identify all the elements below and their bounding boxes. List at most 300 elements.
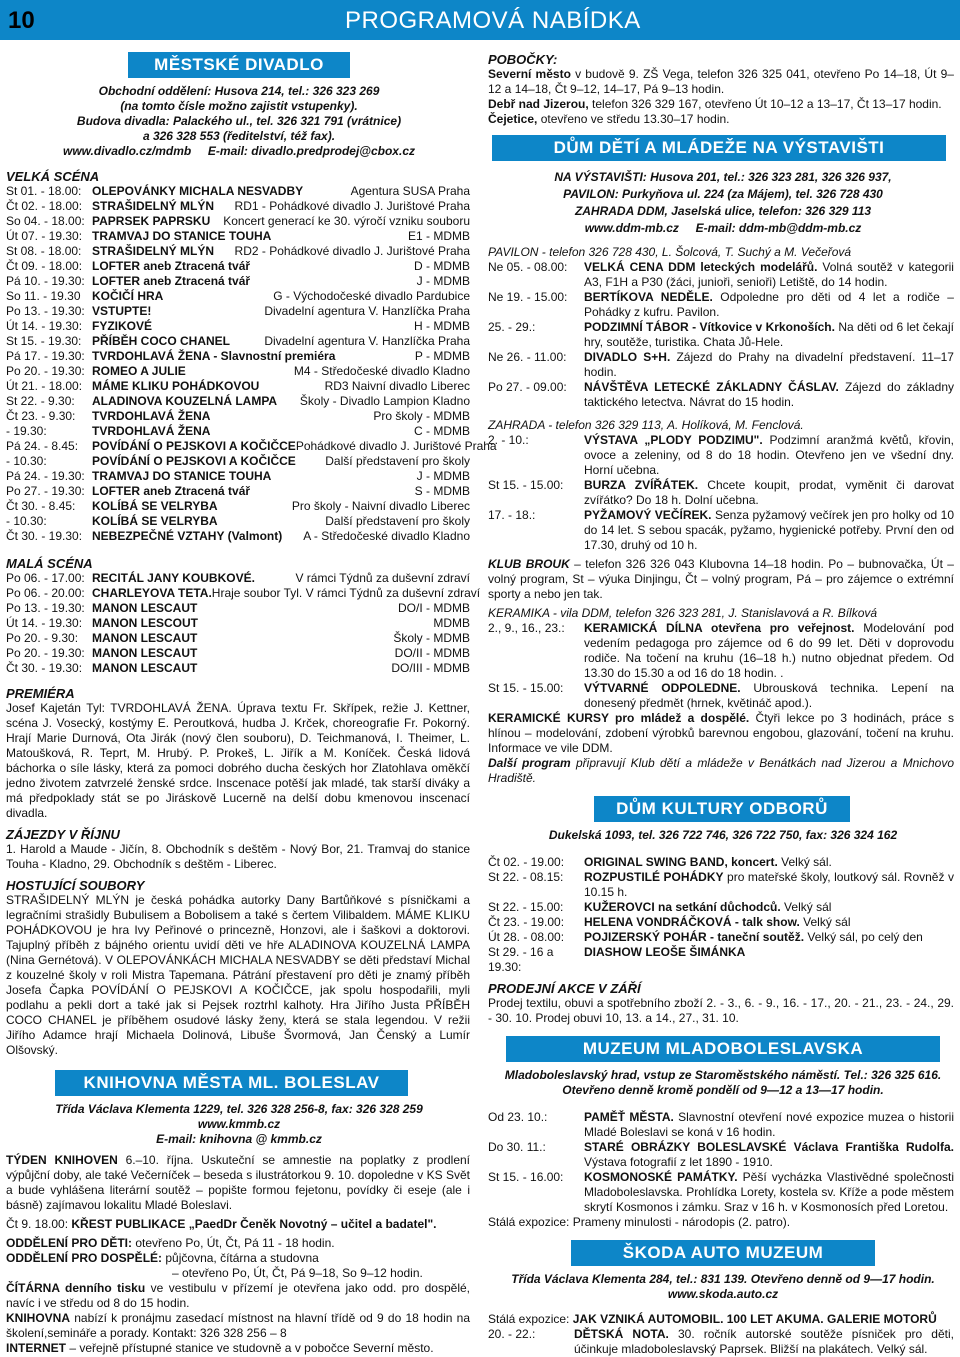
velka-event-venue: Pohádkové divadlo J. Jurištové Praha <box>295 439 497 453</box>
mala-event-date: Po 20. - 9.30: <box>6 631 79 645</box>
zahrada-event-date: 17. - 18.: <box>488 508 536 522</box>
zahrada-event-title: BURZA ZVÍŘÁTEK. <box>584 478 699 492</box>
velka-event-row <box>6 274 470 289</box>
zahrada-event-title: PYŽAMOVÝ VEČÍREK. <box>584 508 712 522</box>
mala-event-row <box>6 601 470 616</box>
zajezdy-text: 1. Harold a Maude - Jičín, 8. Obchodník s deštěm - Nový Bor, 21. Tramvaj do stanice Touha - Kladno, 29. Obchodník s deštěm - Liberec. <box>6 842 470 871</box>
velka-event-date: St 15. - 19.30: <box>6 334 82 348</box>
dko-address: Dukelská 1093, tel. 326 722 746, 326 722 750, fax: 326 324 162 <box>548 828 898 842</box>
velka-event-venue: C - MDMB <box>414 424 470 438</box>
library-adult-lead: ODDĚLENÍ PRO DOSPĚLÉ: <box>6 1251 163 1265</box>
pavilon-event-row <box>488 290 954 320</box>
dko-event-text: Velký sál <box>803 915 851 929</box>
library-children-lead: ODDĚLENÍ PRO DĚTI: <box>6 1236 133 1250</box>
velka-event-venue: Pro školy - MDMB <box>373 409 470 423</box>
dko-title: DŮM KULTURY ODBORŮ <box>594 796 850 822</box>
right-column <box>486 52 960 1356</box>
muzeum-info-line: Mladoboleslavský hrad, vstup ze Staroměstského náměstí. Tel.: 326 325 616. <box>504 1068 942 1082</box>
velka-event-title: PAPRSEK PAPRSKU <box>92 214 211 228</box>
skoda-address: Třída Václava Klementa 284, tel.: 831 139. Otevřeno denně od 9—17 hodin. <box>511 1272 935 1286</box>
pavilon-event-title: BERTÍKOVA NEDĚLE. <box>584 290 713 304</box>
velka-event-title: STRAŠIDELNÝ MLÝN <box>92 244 215 258</box>
velka-event-venue: RD1 - Pohádkové divadlo J. Jurištové Praha <box>234 199 470 213</box>
mala-event-title: MANON LESCAUT <box>92 646 198 660</box>
keramika-event-text: Ubrousková technika. Lepení na donesený předmět (hrnek, květináč apod.). <box>584 681 954 710</box>
velka-event-row <box>6 319 470 334</box>
velka-event-row <box>6 364 470 379</box>
pavilon-event-body <box>584 320 954 350</box>
muzeum-event-date: St 15. - 16.00: <box>488 1170 564 1184</box>
dko-event-body <box>584 945 954 975</box>
pavilon-event-date: Po 27. - 09.00: <box>488 380 567 394</box>
mala-event-venue: DO/I - MDMB <box>398 601 470 615</box>
pavilon-event-title: DIVADLO S+H. <box>584 350 671 364</box>
velka-event-title: STRAŠIDELNÝ MLÝN <box>92 199 215 213</box>
ddm-info-line: PAVILON: Purkyňova ul. 224 (za Májem), tel. 326 728 430 <box>563 187 883 201</box>
library-email-link[interactable]: E-mail: knihovna @ kmmb.cz <box>156 1132 322 1146</box>
muzeum-event-body <box>584 1110 954 1140</box>
velka-event-venue: H - MDMB <box>414 319 470 333</box>
muzeum-event-date: Od 23. 10.: <box>488 1110 548 1124</box>
library-rent-row <box>6 1311 470 1341</box>
zahrada-event-text: Chcete koupit, prodat, vyměnit či darovat zvířátko? Do 18 h. Dolní učebna. <box>584 478 954 507</box>
muzeum-event-row <box>488 1140 954 1170</box>
mala-event-date: Út 14. - 19.30: <box>6 616 83 630</box>
velka-event-venue: D - MDMB <box>414 259 470 273</box>
dko-program <box>488 855 954 975</box>
library-week-paragraph <box>6 1153 470 1213</box>
pavilon-event-body <box>584 380 954 410</box>
dko-event-text: Velký sál, po celý den <box>807 930 923 944</box>
dko-event-date: St 22. - 08.15: <box>488 870 564 884</box>
velka-event-date: Út 07. - 19.30: <box>6 229 83 243</box>
muzeum-event-text: Pěší vycházka Vlastivědné společnosti Mladoboleslavska. Prohlídka Lorety, kostela sv. Kříže a pode městem skrytí Kosmonos i zámku. Sraz v 16 h. v Kosmonosích před Loretou. <box>584 1170 954 1214</box>
ddm-email-link[interactable]: E-mail: ddm-mb@ddm-mb.cz <box>695 221 862 235</box>
zahrada-event-title: VÝSTAVA „PLODY PODZIMU". <box>584 433 763 447</box>
dko-event-title: KUŽEROVCI na setkání důchodců. <box>584 900 781 914</box>
mala-event-row <box>6 616 470 631</box>
mala-event-venue: V rámci Týdnů za duševní zdraví <box>295 571 470 585</box>
velka-event-title: ROMEO A JULIE <box>92 364 186 378</box>
velka-event-title: LOFTER aneb Ztracená tvář <box>92 259 251 273</box>
velka-event-venue: E1 - MDMB <box>407 229 470 243</box>
library-adult-row <box>6 1251 470 1266</box>
velka-event-date: So 04. - 18.00: <box>6 214 85 228</box>
premiera-text: Josef Kajetán Tyl: TVRDOHLAVÁ ŽENA. Úprava textu Fr. Skřípek, režie J. Kettner, scéna J. Vosecký, kostýmy E. Peroutková, hudba J. Krček, choreografie Fr. Pokorný. Hrají Marie Durnová, Ota Jirák (nový člen souboru), D. Teichmanová, I. Theimer, L. Matoušková, R. Teprt, M. Hrubý. P. Prokeš, L. Jiřík a M. Koníček. Česká lidová báchorka o síle lásky, která za pomoci dobrého ducha českých hor Zlatohlava oměkčí jedno životem zatvrzelé ženské srdce. Inscenace potěší jak mladé, tak starší diváky a má předpoklady stát se po Jiráskově Lucerně na delší dobu kmenovou inscenací divadla. <box>6 701 470 820</box>
theatre-email-link[interactable]: E-mail: divadlo.predprodej@cbox.cz <box>207 144 415 158</box>
mala-event-title: MANON LESCAUT <box>92 661 198 675</box>
dko-event-row <box>488 930 954 945</box>
velka-event-row <box>6 304 470 319</box>
velka-event-title: FYZIKOVÉ <box>92 319 153 333</box>
zahrada-event-date: 2. - 10.: <box>488 433 529 447</box>
muzeum-event-row <box>488 1110 954 1140</box>
library-reading-lead: ČÍTÁRNA denního tisku <box>6 1281 146 1295</box>
velka-event-row <box>6 394 470 409</box>
hostujici-text: STRAŠIDELNÝ MLÝN je česká pohádka autorky Dany Bartůňkové s písničkami a legračními strašidly Bubulisem a Bobolisem a také s čertem Vilibaldem. MÁME KLIKU POHÁDKOVOU je hra Ivy Peřinové o princezně, Honzovi, ale i šaškovi a doktorovi. Tajuplný příběh z bájného orientu uvidí děti ve hře ALADINOVA KOUZELNÁ LAMPA (Nina Gernétová). V OLEPOVÁNKÁCH MICHALA NESVADBY se děti představí Michal z kouzelné školy v roli Mistra Tapemana. Pátrání přestavení pro děti je znamý příběh Josefa Čapka POVÍDÁNÍ O PEJSKOVI A KOČIČCE, jak spolu hospodařili, myli podlahu a pekli dort a také jak si Pejsek roztrhl kalhoty. Hra Jiřího Justa PŘÍBĚH COCO CHANEL je příběhem osudové lásky ženy, která se stala legendou. V režii Jiřího Adamce hrají Michaela Dolinová, Libuše Švormová, Jan Čenský a Lumír Olšovský. <box>6 893 470 1057</box>
velka-event-date: Út 14. - 19.30: <box>6 319 83 333</box>
library-reading-row <box>6 1281 470 1311</box>
velka-event-title: KOČIČÍ HRA <box>92 289 164 303</box>
mala-event-venue: DO/II - MDMB <box>394 646 470 660</box>
pavilon-event-row <box>488 320 954 350</box>
mala-event-date: Po 06. - 20.00: <box>6 586 85 600</box>
velka-event-date: Pá 10. - 19.30: <box>6 274 85 288</box>
library-event-date: Čt 9. 18.00: <box>6 1217 69 1231</box>
skoda-web-link[interactable]: www.skoda.auto.cz <box>667 1287 779 1301</box>
velka-event-title: TVRDOHLAVÁ ŽENA - Slavnostní premiéra <box>92 349 336 363</box>
pobocka-item <box>488 112 954 127</box>
skoda-expo-row <box>488 1312 954 1327</box>
velka-event-date: St 01. - 18.00: <box>6 184 82 198</box>
velka-event-date: Čt 30. - 19.30: <box>6 529 83 543</box>
velka-event-venue: Další představení pro školy <box>325 454 470 468</box>
dko-event-title: HELENA VONDRÁČKOVÁ - talk show. <box>584 915 800 929</box>
prodej-text: Prodej textilu, obuvi a spotřebního zboží 2. - 3., 6. - 9., 16. - 17., 20. - 21., 23. - 24., 29. - 30. 10. Prodej obuvi 10, 13. a 14., 27., 31. 10. <box>488 996 954 1025</box>
theatre-info-line: Obchodní oddělení: Husova 214, tel.: 326 323 269 <box>98 84 380 98</box>
pobocka-text: otevřeno ve středu 13.30–17 hodin. <box>540 112 730 126</box>
velka-event-row <box>6 334 470 349</box>
mala-event-date: Čt 30. - 19.30: <box>6 661 83 675</box>
keramika-event-text: Modelování pod vedením pedagoga pro zájemce od 6 do 99 let. Děti v doprovodu rodiče. Na točení na kruhu (16–18 h.) nutno objednat předem. Od 13.30 do 15.30 a od 16 do 18 hodin. . <box>584 621 954 680</box>
mala-event-title: MANON LESCAUT <box>92 631 198 645</box>
velka-event-row <box>6 289 470 304</box>
ddm-info <box>486 169 960 237</box>
muzeum-event-text: Slavnostní otevření nové expozice muzea o historii Mladé Boleslavi se koná v 16 hodin. <box>584 1110 954 1139</box>
zahrada-event-text: Senza pyžamový večírek jen pro holky od 10 do 14 let. S sebou spacák, pyžamo, hygienické potřeby. První den od 17.30, druhý od 10 h. <box>584 508 954 552</box>
velka-event-row <box>6 349 470 364</box>
keramika-event-title: KERAMICKÁ DÍLNA otevřena pro veřejnost. <box>584 621 855 635</box>
muzeum-program <box>488 1110 954 1215</box>
dko-event-row <box>488 945 954 975</box>
velka-event-title: VSTUPTE! <box>92 304 152 318</box>
mala-event-title: CHARLEYOVA TETA. <box>92 586 212 600</box>
velka-event-row <box>6 454 470 469</box>
dalsi-program-text: připravují Klub dětí a mládeže v Benátkách nad Jizerou a Mnichovo Hradiště. <box>488 756 954 785</box>
velka-event-title: ALADINOVA KOUZELNÁ LAMPA <box>92 394 278 408</box>
velka-event-venue: J - MDMB <box>416 469 470 483</box>
library-event-row <box>6 1217 470 1232</box>
velka-event-title: POVÍDÁNÍ O PEJSKOVI A KOČIČCE <box>92 454 296 468</box>
velka-event-venue: A - Středočeské divadlo Kladno <box>303 529 470 543</box>
keramika-event-title: VÝTVARNÉ ODPOLEDNE. <box>584 681 741 695</box>
mala-event-venue: DO/III - MDMB <box>391 661 470 675</box>
velka-event-date: Pá 17. - 19.30: <box>6 349 85 363</box>
velka-event-row <box>6 484 470 499</box>
library-web-link[interactable]: www.kmmb.cz <box>197 1117 281 1131</box>
velka-event-title: TVRDOHLAVÁ ŽENA <box>92 409 211 423</box>
velka-event-venue: M4 - Středočeské divadlo Kladno <box>293 364 470 378</box>
pavilon-event-text: Odpoledne pro děti od 4 let a rodiče – Pohádky z kufru. Pavilon. <box>584 290 954 319</box>
klub-brouk-row <box>488 557 954 602</box>
pobocka-name: Debř nad Jizerou, <box>488 97 589 111</box>
mala-event-date: Po 13. - 19.30: <box>6 601 85 615</box>
velka-event-date: Čt 23. - 9.30: <box>6 409 76 423</box>
dko-event-row <box>488 870 954 900</box>
velka-event-date: Pá 24. - 19.30: <box>6 469 85 483</box>
velka-event-row <box>6 184 470 199</box>
zahrada-event-date: St 15. - 15.00: <box>488 478 564 492</box>
library-adult-hours: – otevřeno Po, Út, Čt, Pá 9–18, So 9–12 hodin. <box>172 1266 423 1280</box>
dko-event-date: Út 28. - 08.00: <box>488 930 565 944</box>
dko-event-body <box>584 900 954 915</box>
pobocka-name: Čejetice, <box>488 112 538 126</box>
mala-event-row <box>6 661 470 676</box>
pobocka-item <box>488 97 954 112</box>
muzeum-event-text: Výstava fotografií z let 1890 - 1910. <box>584 1155 773 1169</box>
velka-event-date: Čt 09. - 18.00: <box>6 259 83 273</box>
velka-scena-heading: VELKÁ SCÉNA <box>6 169 100 184</box>
velka-scena-program <box>6 184 497 544</box>
muzeum-event-body <box>584 1170 954 1215</box>
pavilon-event-title: NÁVŠTĚVA LETECKÉ ZÁKLADNY ČÁSLAV. <box>584 380 839 394</box>
pavilon-event-text: Zájezd do Prahy na divadelní představení. 11–17 hodin. <box>584 350 954 379</box>
ddm-info-line: ZAHRADA DDM, Jaselská ulice, telefon: 326 329 113 <box>574 204 872 218</box>
theatre-web-link[interactable]: www.divadlo.cz/mdmb <box>63 144 192 158</box>
muzeum-stala-expozice: Stálá expozice: Prameny minulosti - národopis (2. patro). <box>488 1215 791 1229</box>
velka-event-title: LOFTER aneb Ztracená tvář <box>92 484 251 498</box>
skoda-title: ŠKODA AUTO MUZEUM <box>571 1240 875 1266</box>
pavilon-event-text: Na děti od 6 let čekají hry, soutěže, turistika. Chata Jů-Hele. <box>584 320 954 349</box>
pavilon-event-row <box>488 350 954 380</box>
velka-event-venue: Divadelní agentura V. Hanzlíčka Praha <box>264 304 470 318</box>
dko-event-title: ROZPUSTILÉ POHÁDKY <box>584 870 724 884</box>
keramika-event-date: St 15. - 15.00: <box>488 681 564 695</box>
velka-event-title: TRAMVAJ DO STANICE TOUHA <box>92 229 272 243</box>
pavilon-event-row <box>488 380 954 410</box>
muzeum-event-date: Do 30. 11.: <box>488 1140 546 1154</box>
pavilon-event-text: Zájezd do základny taktického letectva. Návrat do 15 hodin. <box>584 380 954 409</box>
keramika-event-row <box>488 621 954 681</box>
velka-event-venue: Pro školy - Naivní divadlo Liberec <box>291 499 470 513</box>
muzeum-event-title: KOSMONOSKÉ PAMÁTKY. <box>584 1170 738 1184</box>
ddm-title: DŮM DĚTÍ A MLÁDEŽE NA VÝSTAVIŠTI <box>492 135 946 161</box>
zahrada-event-row <box>488 478 954 508</box>
skoda-event-text: 30. ročník autorské soutěže písniček pro děti, účinkuje mladoboleslavský Paprsek. Bližší na plakátech. Velký sál. <box>574 1327 954 1356</box>
page-number: 10 <box>8 7 53 35</box>
pavilon-event-text: Volná soutěž v kategorii A3, F1H a P30 (žáci, junioři, senioři) Letiště, do 14 hodin. <box>584 260 954 289</box>
mala-event-venue: Školy - MDMB <box>393 631 470 645</box>
page-header <box>0 0 960 40</box>
dko-event-date: Čt 02. - 19.00: <box>488 855 565 869</box>
library-children-text: otevřeno Po, Út, Čt, Pá 11 - 18 hodin. <box>135 1236 335 1250</box>
velka-event-date: - 10.30: <box>6 514 47 528</box>
velka-event-title: KOLÍBÁ SE VELRYBA <box>92 499 218 513</box>
pavilon-event-date: Ne 26. - 11.00: <box>488 350 567 364</box>
library-internet-text: – veřejně přístupné stanice ve studovně a v pobočce Severní město. <box>69 1341 434 1355</box>
dko-event-title: POJIZERSKÝ POHÁR - taneční soutěž. <box>584 930 805 944</box>
dko-event-row <box>488 900 954 915</box>
zahrada-event-body <box>584 508 954 553</box>
page-title: PROGRAMOVÁ NABÍDKA <box>345 7 641 34</box>
dko-event-row <box>488 915 954 930</box>
library-reading-text: ve vestibulu v přízemí je otevřena jako odd. pro dospělé, navíc i ve středu od 8 do 15 hodin. <box>6 1281 470 1310</box>
velka-event-date: Čt 30. - 8.45: <box>6 499 76 513</box>
velka-event-venue: RD3 Naivní divadlo Liberec <box>324 379 470 393</box>
mala-event-title: MANON LESCAUT <box>92 601 198 615</box>
zahrada-event-text: Podzimní aranžmá květů, křovin, ovoce a zeleniny, od 8 do 18 hodin. Otevřeno jen ve všední dny. Horní učebna. <box>584 433 955 477</box>
velka-event-venue: Školy - Divadlo Lampion Kladno <box>299 394 470 408</box>
dalsi-program-row <box>488 756 954 786</box>
velka-event-title: TVRDOHLAVÁ ŽENA <box>92 424 211 438</box>
pavilon-event-row <box>488 260 954 290</box>
mala-event-row <box>6 571 470 586</box>
velka-event-row <box>6 229 470 244</box>
velka-event-venue: G - Východočeské divadlo Pardubice <box>273 289 470 303</box>
klub-brouk-lead: KLUB BROUK <box>488 557 570 571</box>
dko-event-date: Čt 23. - 19.00: <box>488 915 565 929</box>
dko-event-row <box>488 855 954 870</box>
velka-event-date: St 08. - 18.00: <box>6 244 82 258</box>
library-week-text: 6.–10. října. Uskuteční se amnestie na poplatky z prodlení výpůjční doby, ale také Večerníček – beseda s ilustrátorkou 9. 10. dopoledne v KS Svět a bude vyhlášena literární soutěž – popište formou fejetonu, povídky či eseje (ale i básně) zajímavou lokalitu Mladé Boleslavi. <box>6 1153 470 1212</box>
pobocka-text: telefon 326 329 167, otevřeno Út 10–12 a 13–17, Čt 13–17 hodin. <box>592 97 942 111</box>
library-title: KNIHOVNA MĚSTA ML. BOLESLAV <box>55 1070 408 1096</box>
pobocka-name: Severní město <box>488 67 571 81</box>
mala-event-row <box>6 586 481 601</box>
mala-event-title: MANON LESCOUT <box>92 616 198 630</box>
muzeum-title: MUZEUM MLADOBOLESLAVSKA <box>506 1036 940 1062</box>
dko-event-body <box>584 915 954 930</box>
pobocka-text: v budově 9. ZŠ Vega, telefon 326 325 041, otevřeno Po 14–18, Út 9–12 a 14–18, Čt 9–12, 14–17, Pá 9–13 hodin. <box>488 67 954 96</box>
skoda-event-row <box>488 1327 954 1357</box>
zahrada-heading: ZAHRADA - telefon 326 329 113, A. Holíková, M. Fenclová. <box>488 418 804 432</box>
dko-event-body <box>584 855 954 870</box>
velka-event-row <box>6 244 470 259</box>
velka-event-row <box>6 499 470 514</box>
skoda-event-date: 20. - 22.: <box>488 1327 536 1341</box>
pavilon-event-body <box>584 350 954 380</box>
muzeum-event-body <box>584 1140 954 1170</box>
dko-event-title: DIASHOW LEOŠE ŠIMÁNKA <box>584 945 746 959</box>
zahrada-event-row <box>488 508 954 553</box>
velka-event-venue: J - MDMB <box>416 274 470 288</box>
library-internet-row <box>6 1341 470 1356</box>
mala-event-venue: MDMB <box>433 616 470 630</box>
velka-event-title: PŘÍBĚH COCO CHANEL <box>92 334 231 348</box>
velka-event-venue: Divadelní agentura V. Hanzlíčka Praha <box>264 334 470 348</box>
kurzy-row <box>488 711 954 756</box>
klub-brouk-text: – telefon 326 326 043 Klubovna 14–18 hodin. Po – bubnovačka, Út – volný program, St – výuka Dinjingu, Čt – volný program, Pá – pro zájemce o extrémní sporty a nebo jen tak. <box>488 557 954 601</box>
ddm-info-line: NA VÝSTAVIŠTI: Husova 201, tel.: 326 323 281, 326 326 937, <box>554 170 892 184</box>
library-adult-text: půjčovna, čítárna a studovna <box>165 1251 319 1265</box>
keramika-heading: KERAMIKA - vila DDM, telefon 326 323 281, J. Stanislavová a R. Bílková <box>488 606 878 620</box>
velka-event-title: LOFTER aneb Ztracená tvář <box>92 274 251 288</box>
dko-event-text: pro mateřské školy, loutkový sál. Rovněž v 10.15 h. <box>584 870 954 899</box>
pavilon-event-date: Ne 05. - 08.00: <box>488 260 568 274</box>
velka-event-venue: P - MDMB <box>414 349 470 363</box>
velka-event-venue: Další představení pro školy <box>325 514 470 528</box>
velka-event-date: So 11. - 19.30 <box>6 289 81 303</box>
kurzy-lead: KERAMICKÉ KURSY pro mládež a dospělé. <box>488 711 750 725</box>
keramika-event-body <box>584 621 954 681</box>
velka-event-date: Po 20. - 19.30: <box>6 364 85 378</box>
pobocky-heading: POBOČKY: <box>488 52 558 67</box>
velka-event-date: - 19.30: <box>6 424 47 438</box>
dko-event-title: ORIGINAL SWING BAND, koncert. <box>584 855 778 869</box>
pavilon-program <box>488 260 954 410</box>
dko-event-text: Velký sál. <box>781 855 832 869</box>
library-children-row <box>6 1236 470 1251</box>
velka-event-row <box>6 259 470 274</box>
dko-event-date: St 22. - 15.00: <box>488 900 564 914</box>
velka-event-title: MÁME KLIKU POHÁDKOVOU <box>92 379 260 393</box>
velka-event-date: Po 13. - 19.30: <box>6 304 85 318</box>
mala-scena-program <box>6 571 481 676</box>
premiera-heading: PREMIÉRA <box>6 686 75 701</box>
skoda-expo-text: JAK VZNIKÁ AUTOMOBIL. 100 LET AKUMA. GALERIE MOTORŮ <box>572 1312 937 1326</box>
zahrada-program <box>488 433 954 553</box>
ddm-web-link[interactable]: www.ddm-mb.cz <box>584 221 679 235</box>
velka-event-row <box>6 469 470 484</box>
theatre-info-line: Budova divadla: Palackého ul., tel. 326 321 791 (vrátnice) <box>76 114 402 128</box>
muzeum-info-line: Otevřeno denně kromě pondělí od 9—12 a 13—17 hodin. <box>562 1083 884 1097</box>
library-rent-text: nabízí k pronájmu zasedací místnost na hlavní třídě od 9 do 18 hodin na školení,semináře a porady. Kontakt: 326 328 256 – 8 <box>6 1311 470 1340</box>
theatre-title: MĚSTSKÉ DIVADLO <box>128 52 350 78</box>
pavilon-event-body <box>584 260 954 290</box>
muzeum-event-title: PAMĚŤ MĚSTA. <box>584 1110 674 1124</box>
left-column <box>0 52 497 1355</box>
mala-event-venue: Hraje soubor Tyl. V rámci Týdnů za duševní zdraví <box>211 586 481 600</box>
velka-event-venue: S - MDMB <box>414 484 470 498</box>
skoda-expo-lead: Stálá expozice: <box>488 1312 570 1326</box>
library-address: Třída Václava Klementa 1229, tel. 326 328 256-8, fax: 326 328 259 <box>55 1102 423 1116</box>
keramika-event-date: 2., 9., 16., 23.: <box>488 621 565 635</box>
velka-event-title: POVÍDÁNÍ O PEJSKOVI A KOČIČCE <box>92 439 296 453</box>
kurzy-text: Čtyři lekce po 3 hodinách, práce s hlínou – modelování, zdobení výrobků barevnou engobou, glazování, točení na kruhu. Informace ve vile DDM. <box>488 711 955 755</box>
mala-event-date: Po 20. - 19.30: <box>6 646 85 660</box>
zajezdy-heading: ZÁJEZDY V ŘÍJNU <box>6 827 120 842</box>
dalsi-program-lead: Další program <box>488 756 571 770</box>
pobocka-item <box>488 67 954 97</box>
velka-event-row <box>6 199 470 214</box>
theatre-info-line: a 326 328 553 (ředitelství, též fax). <box>142 129 336 143</box>
muzeum-event-title: STARÉ OBRÁZKY BOLESLAVSKÉ Václava Františka Rudolfa. <box>584 1140 954 1154</box>
library-week-lead: TÝDEN KNIHOVEN <box>6 1153 118 1167</box>
velka-event-date: Pá 24. - 8.45: <box>6 439 79 453</box>
velka-event-title: KOLÍBÁ SE VELRYBA <box>92 514 218 528</box>
velka-event-row <box>6 439 497 454</box>
velka-event-row <box>6 424 470 439</box>
mala-scena-heading: MALÁ SCÉNA <box>6 556 93 571</box>
dko-event-body <box>584 870 954 900</box>
skoda-event-title: DĚTSKÁ NOTA. <box>574 1327 669 1341</box>
library-internet-lead: INTERNET <box>6 1341 66 1355</box>
keramika-event-row <box>488 681 954 711</box>
velka-event-row <box>6 214 470 229</box>
velka-event-row <box>6 529 470 544</box>
mala-event-row <box>6 646 470 661</box>
prodej-heading: PRODEJNÍ AKCE V ZÁŘÍ <box>488 981 641 996</box>
zahrada-event-body <box>584 478 954 508</box>
pavilon-event-title: PODZIMNÍ TÁBOR - Vítkovice v Krkonoších. <box>584 320 835 334</box>
velka-event-date: - 10.30: <box>6 454 47 468</box>
velka-event-date: St 22. - 9.30: <box>6 394 75 408</box>
velka-event-venue: Agentura SUSA Praha <box>350 184 470 198</box>
velka-event-venue: Koncert generací ke 30. výročí vzniku souboru <box>223 214 470 228</box>
velka-event-title: OLEPOVÁNKY MICHALA NESVADBY <box>92 184 304 198</box>
zahrada-event-body <box>584 433 954 478</box>
muzeum-event-row <box>488 1170 954 1215</box>
zahrada-event-row <box>488 433 954 478</box>
velka-event-row <box>6 379 470 394</box>
keramika-event-body <box>584 681 954 711</box>
mala-event-title: RECITÁL JANY KOUBKOVÉ. <box>92 571 255 585</box>
dko-event-body <box>584 930 954 945</box>
library-rent-lead: KNIHOVNA <box>6 1311 71 1325</box>
pobocky-list <box>488 67 954 127</box>
mala-event-row <box>6 631 470 646</box>
velka-event-venue: RD2 - Pohádkové divadlo J. Jurištové Praha <box>234 244 470 258</box>
